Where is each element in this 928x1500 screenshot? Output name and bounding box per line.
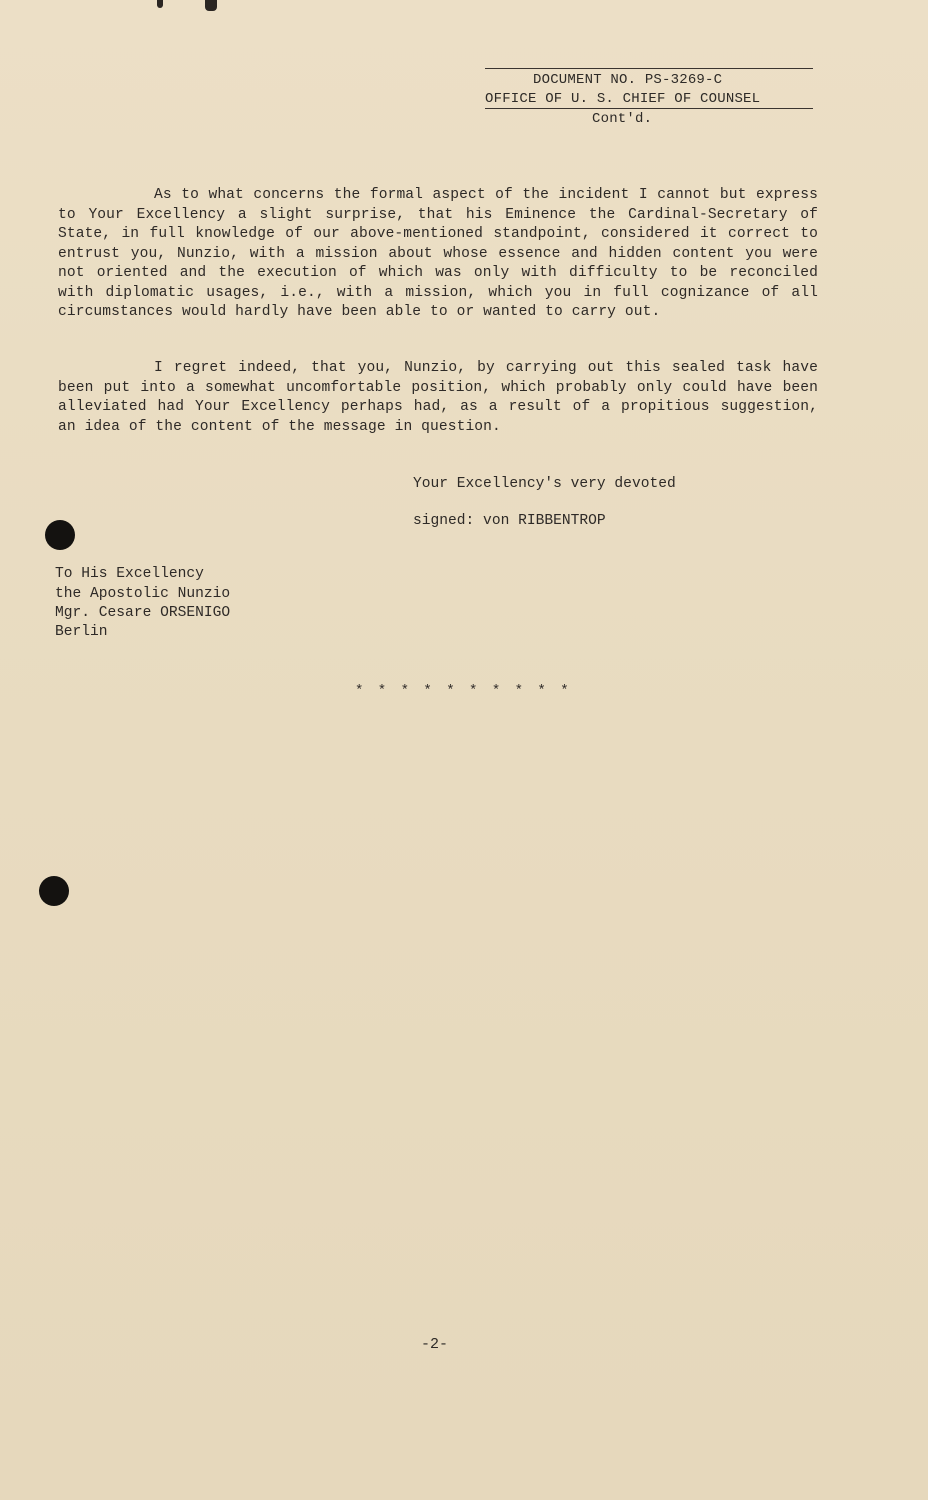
office-title: OFFICE OF U. S. CHIEF OF COUNSEL [485,91,761,107]
address-line: To His Excellency [55,566,204,582]
section-separator: * * * * * * * * * * [355,683,572,699]
address-line: the Apostolic Nunzio [55,586,231,602]
address-line: Berlin [55,624,108,640]
header-top-rule [485,68,813,69]
punch-hole [45,520,75,550]
top-edge-mark [205,0,217,11]
address-line: Mgr. Cesare ORSENIGO [55,605,231,621]
body-paragraph-2: I regret indeed, that you, Nunzio, by carrying out this sealed task have been put into a somewhat uncomfortable position, which probably only could have been alleviated had Your Excellency perhaps had, as a result of a propitious suggestion, an idea of the content of the message in question. [58,360,818,435]
document-number: DOCUMENT NO. PS-3269-C [533,72,723,88]
header-bottom-rule [485,108,813,109]
top-edge-mark [157,0,163,8]
signature-line: signed: von RIBBENTROP [413,513,606,529]
continued-label: Cont'd. [592,111,653,127]
closing-salutation: Your Excellency's very devoted [413,476,676,492]
punch-hole [39,876,69,906]
body-paragraph-1: As to what concerns the formal aspect of the incident I cannot but express to Your Excellency a slight surprise, that his Eminence the Cardinal-Secretary of State, in full knowledge of our above-mentioned standpoint, considered it correct to entrust you, Nunzio, with a mission about whose essence and hidden content you were not oriented and the execution of which was only with difficulty to be reconciled with diplomatic usages, i.e., with a mission, which you in full cognizance of all circumstances would hardly have been able to or wanted to carry out. [58,187,818,320]
page-number: -2- [421,1336,449,1353]
